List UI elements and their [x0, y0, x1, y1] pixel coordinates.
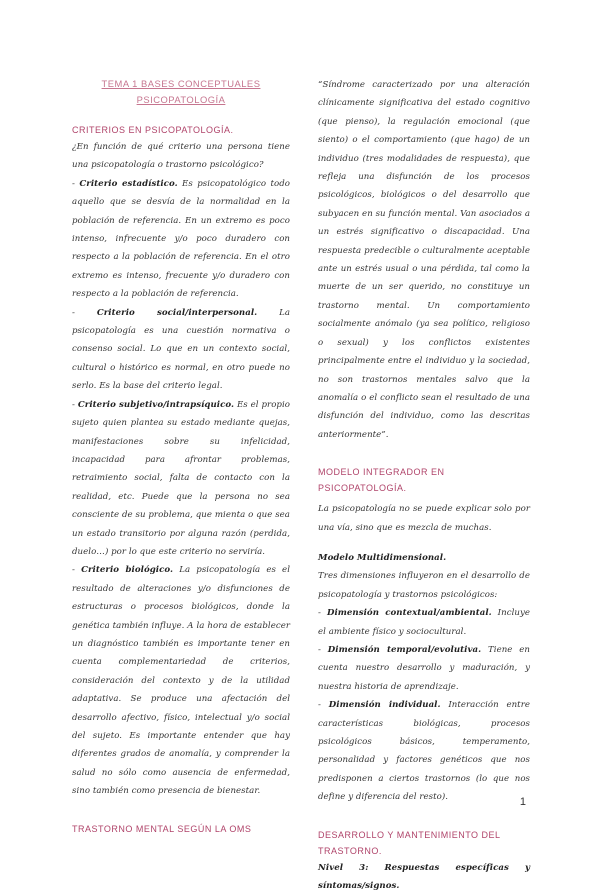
section-heading-desarrollo: DESARROLLO Y MANTENIMIENTO DEL TRASTORNO.: [318, 829, 501, 856]
section-heading-criterios: CRITERIOS EN PSICOPATOLOGÍA.: [72, 125, 234, 135]
section-heading-oms: TRASTORNO MENTAL SEGÚN LA OMS: [72, 823, 252, 834]
dimension-item: - Dimensión temporal/evolutiva. Tiene en cuenta nuestro desarrollo y maduración, y nuestra historia de aprendizaje.: [318, 644, 530, 692]
criterio-term: Criterio social/interpersonal.: [96, 307, 258, 318]
criterio-term: Criterio subjetivo/intrapsíquico.: [77, 399, 235, 410]
dimension-term: Dimensión individual.: [328, 700, 441, 711]
criterio-term: Criterio estadístico.: [79, 178, 178, 189]
oms-quote: “Síndrome caracterizado por una alteración clínicamente significativa del estado cognitivo (que pienso), la regulación emocional (que siento) o el comportamiento (que hago) de un individuo (tres modalidades de respuesta), que refleja una disfunción de los procesos psicológicos, biológicos o del desarrollo que subyacen en su función mental. Van asociados a un estrés significativo o discapacidad. Una respuesta predecible o culturalmente aceptable ante un estrés usual o una pérdida, tal como la muerte de un ser querido, no constituye un trastorno mental. Un comportamiento socialmente anómalo (ya sea político, religioso o sexual) y los conflictos existentes principalmente entre el individuo y la sociedad, no son trastornos mentales salvo que la anomalía o el conflicto sean el resultado de una disfunción del individuo, como las descritas anteriormente”.: [318, 80, 530, 440]
criterio-item: - Criterio biológico. La psicopatología es el resultado de alteraciones y/o disfunciones de estructuras o procesos biológicos, donde la genética también influye. A la hora de establecer un diagnóstico también es importante tener en cuenta complementariedad de criterios, consideración del contexto y de la utilidad adaptativa. Se produce una afectación del desarrollo afectivo, físico, intelectual y/o social del sujeto. Es importante entender que hay diferentes grados de anomalía, y comprender la salud no sólo como ausencia de enfermedad, sino también como presencia de bienestar.: [72, 565, 290, 797]
criterio-item: - Criterio subjetivo/intrapsíquico. Es el propio sujeto quien plantea su estado mediante quejas, manifestaciones sobre su infelicidad, incapacidad para afrontar problemas, retraimiento social, falta de contacto con la realidad, etc. Puede que la persona no sea consciente de su problema, que mienta o que sea un estado transitorio por alguna razón (perdida, duelo…) por lo que este criterio no serviría.: [72, 399, 290, 557]
criterio-item: - Criterio social/interpersonal. La psicopatología es una cuestión normativa o consenso social. Lo que en un contexto social, cultural o histórico es normal, en otro puede no serlo. Es la base del criterio legal.: [72, 307, 290, 392]
nivel-line: Nivel 3: Respuestas específicas y síntomas/signos.: [318, 862, 530, 892]
dimension-item: - Dimensión individual. Interacción entre características biológicas, procesos psicológicos básicos, temperamento, personalidad y factores genéticos que nos predisponen a ciertos trastornos (lo que nos define y diferencia del resto).: [318, 700, 530, 803]
dimension-item: - Dimensión contextual/ambiental. Incluye el ambiente físico y sociocultural.: [318, 608, 530, 637]
criterios-question: ¿En función de qué criterio una persona tiene una psicopatología o trastorno psicológico?: [72, 142, 290, 171]
page-number: 1: [519, 796, 526, 808]
modelo-subtitle: Modelo Multidimensional.: [318, 552, 447, 563]
criterio-item: - Criterio estadístico. Es psicopatológico todo aquello que se desvía de la normalidad en la población de referencia. En un extremo es poco intenso, infrecuente y/o poco duradero con respecto a la población de referencia. En el otro extremo es intenso, frecuente y/o duradero con respecto a la población de referencia.: [72, 178, 290, 300]
criterio-term: Criterio biológico.: [81, 565, 174, 576]
dimension-term: Dimensión temporal/evolutiva.: [327, 644, 482, 655]
modelo-intro: La psicopatología no se puede explicar solo por una vía, sino que es mezcla de muchas.: [318, 504, 530, 533]
right-column: [318, 76, 530, 895]
modelo-subintro: Tres dimensiones influyeron en el desarrollo de psicopatología y trastornos psicológicos:: [318, 571, 530, 600]
dimension-term: Dimensión contextual/ambiental.: [326, 608, 492, 619]
document-title: TEMA 1 BASES CONCEPTUALES PSICOPATOLOGÍA: [101, 78, 261, 105]
section-heading-modelo: MODELO INTEGRADOR EN PSICOPATOLOGÍA.: [318, 467, 445, 494]
spacer: [318, 537, 530, 549]
left-column: [72, 76, 290, 837]
